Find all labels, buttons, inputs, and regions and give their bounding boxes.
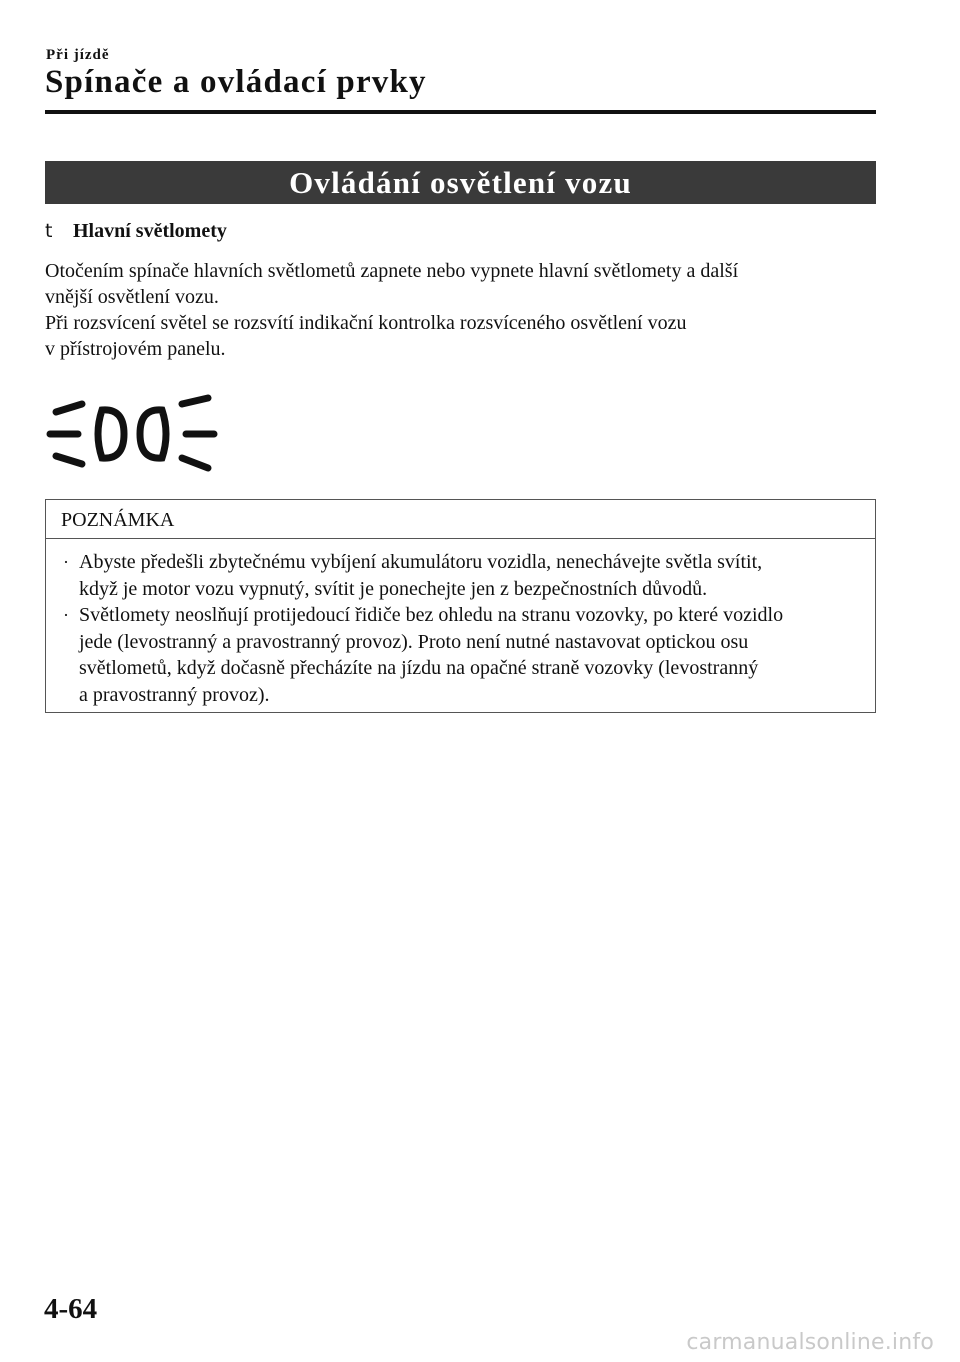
breadcrumb: Při jízdě (46, 47, 110, 63)
subsection-title: Hlavní světlomety (73, 220, 227, 242)
body-paragraph (45, 258, 845, 362)
body-line: Otočením spínače hlavních světlometů zapnete nebo vypnete hlavní světlomety a další (45, 260, 739, 282)
title-divider (45, 110, 876, 114)
note-line: Abyste předešli zbytečnému vybíjení akumulátoru vozidla, nenechávejte světla svítit, (79, 551, 763, 573)
note-item (62, 602, 867, 708)
note-line: a pravostranný provoz). (79, 683, 270, 706)
note-line: Světlomety neoslňují protijedoucí řidiče bez ohledu na stranu vozovky, po které vozidlo (79, 604, 784, 626)
note-item (62, 549, 867, 602)
note-header: POZNÁMKA (46, 500, 875, 539)
page-title: Spínače a ovládací prvky (45, 64, 427, 100)
note-bullet: · (63, 552, 69, 572)
body-line: Při rozsvícení světel se rozsvítí indikační kontrolka rozsvíceného osvětlení vozu (45, 312, 687, 334)
headlight-indicator-icon (44, 394, 220, 474)
page-number: 4-64 (44, 1293, 98, 1325)
body-line: v přístrojovém panelu. (45, 338, 226, 360)
subsection-heading (45, 220, 227, 243)
note-line: světlometů, když dočasně přecházíte na jízdu na opačné straně vozovky (levostranný (79, 657, 759, 679)
note-line: když je motor vozu vypnutý, svítit je ponechejte jen z bezpečnostních důvodů. (79, 577, 708, 600)
note-bullet: · (63, 605, 69, 625)
section-title-banner: Ovládání osvětlení vozu (45, 161, 876, 204)
note-line: jede (levostranný a pravostranný provoz). Proto není nutné nastavovat optickou osu (79, 630, 749, 653)
note-box (45, 499, 876, 713)
note-list (46, 539, 875, 708)
subsection-bullet: t (45, 220, 53, 242)
body-line: vnější osvětlení vozu. (45, 286, 219, 308)
watermark: carmanualsonline.info (686, 1330, 934, 1355)
